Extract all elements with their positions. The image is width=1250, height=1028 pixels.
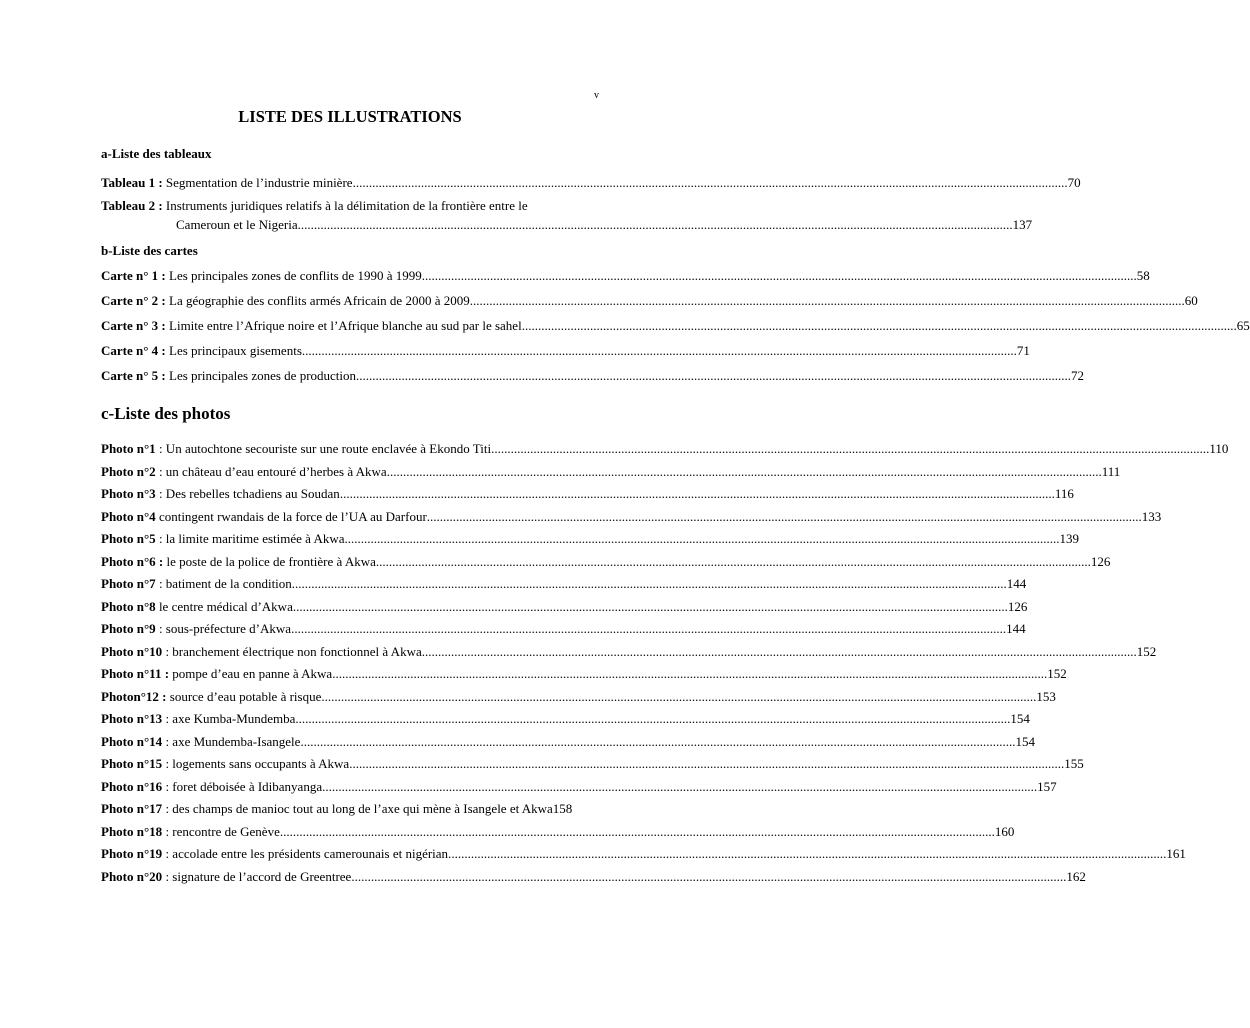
list-item <box>101 642 1157 661</box>
entry-page: 110 <box>1209 441 1229 456</box>
entry-label: Carte n° 2 : <box>101 293 166 308</box>
entry-page: 155 <box>1064 756 1084 771</box>
entry-label: Carte n° 1 : <box>101 268 166 283</box>
entry-label: Photo n°13 <box>101 711 163 726</box>
entry-label: Photo n°1 <box>101 441 156 456</box>
entry-page: 71 <box>1016 343 1030 358</box>
entry-page: 152 <box>1136 643 1157 659</box>
entry-page: 126 <box>1007 598 1028 614</box>
entry-page: 137 <box>1012 217 1033 232</box>
entry-text: Limite entre l’Afrique noire et l’Afrique blanche au sud par le sahel <box>165 318 522 333</box>
entry-label: Photo n°2 <box>101 463 156 479</box>
entry-label: Photo n°3 <box>101 486 156 501</box>
list-item <box>101 822 1015 841</box>
entry-page: 154 <box>1015 733 1035 749</box>
entry-text: La géographie des conflits armés Africain de 2000 à 2009 <box>165 293 470 308</box>
entry-label: Photo n°6 : <box>101 553 164 569</box>
entry-text: : axe Mundemba-Isangele <box>162 733 301 749</box>
list-item <box>101 777 1057 796</box>
entry-page: 144 <box>1006 621 1026 636</box>
entry-label: Photo n°17 <box>101 801 163 816</box>
list-item <box>101 709 1030 728</box>
entry-text: contingent rwandais de la force de l’UA au Darfour <box>155 508 427 524</box>
entry-text: : signature de l’accord de Greentree <box>162 868 352 884</box>
list-item <box>101 173 1081 192</box>
entry-page: 153 <box>1036 688 1056 704</box>
list-item <box>101 799 601 818</box>
entry-text: : foret déboisée à Idibanyanga <box>162 778 323 794</box>
entry-label: Carte n° 4 : <box>101 343 166 358</box>
entry-text: Les principaux gisements <box>165 343 302 358</box>
entry-label: Photo n°19 <box>101 846 163 861</box>
list-item <box>101 316 1250 335</box>
entry-text: Les principales zones de production <box>165 368 357 383</box>
list-item <box>101 196 1033 234</box>
entry-text-continued: Cameroun et le Nigeria <box>176 217 298 232</box>
entry-label: Photo n°15 <box>101 756 163 771</box>
entry-text: Les principales zones de conflits de 1990 à 1999 <box>165 268 422 283</box>
photos-heading: c-Liste des photos <box>101 404 231 423</box>
maps-heading: b-Liste des cartes <box>101 243 198 258</box>
tables-heading: a-Liste des tableaux <box>101 146 212 161</box>
entry-page: 70 <box>1067 175 1081 190</box>
entry-page: 144 <box>1006 576 1027 591</box>
entry-text: : la limite maritime estimée à Akwa <box>155 531 345 546</box>
list-item <box>101 462 1121 481</box>
page-title: LISTE DES ILLUSTRATIONS <box>238 107 462 126</box>
entry-text: : accolade entre les présidents camerounais et nigérian. <box>162 846 452 861</box>
entry-page: 133 <box>1141 508 1162 524</box>
entry-label: Photon°12 : <box>101 688 167 704</box>
entry-text: : branchement électrique non fonctionnel à Akwa <box>162 643 422 659</box>
entry-page: 58 <box>1136 268 1150 283</box>
entry-text: : sous-préfecture d’Akwa <box>155 621 292 636</box>
entry-text: : Un autochtone secouriste sur une route enclavée à Ekondo Titi. <box>155 441 495 456</box>
entry-text: Instruments juridiques relatifs à la délimitation de la frontière entre le <box>162 198 528 213</box>
entry-page: 116 <box>1054 486 1074 501</box>
entry-label: Photo n°14 <box>101 733 163 749</box>
entry-label: Photo n°11 : <box>101 666 170 681</box>
entry-page: 60 <box>1184 293 1198 308</box>
entry-page: 154 <box>1010 711 1030 726</box>
list-item <box>101 687 1056 706</box>
list-item <box>101 552 1111 571</box>
entry-page: 162 <box>1066 868 1086 884</box>
list-item <box>101 619 1026 638</box>
list-item <box>101 341 1030 360</box>
entry-text: le centre médical d’Akwa <box>155 598 293 614</box>
entry-text: : logements sans occupants à Akwa <box>162 756 350 771</box>
entry-text: Segmentation de l’industrie minière <box>162 175 353 190</box>
list-item <box>101 529 1079 548</box>
entry-text: : axe Kumba-Mundemba <box>162 711 296 726</box>
entry-text: : Des rebelles tchadiens au Soudan <box>155 486 340 501</box>
list-item <box>101 732 1035 751</box>
entry-label: Tableau 1 : <box>101 175 163 190</box>
entry-page: 139 <box>1059 531 1079 546</box>
list-item <box>101 266 1150 285</box>
list-item <box>101 366 1085 385</box>
entry-text: : un château d’eau entouré d’herbes à Akwa <box>155 463 387 479</box>
list-item <box>101 597 1028 616</box>
entry-text: : rencontre de Genève <box>162 823 280 839</box>
list-item <box>101 754 1084 773</box>
list-item <box>101 507 1162 526</box>
entry-label: Carte n° 3 : <box>101 318 166 333</box>
entry-page: 111 <box>1101 463 1121 479</box>
entry-page: 126 <box>1090 553 1111 569</box>
list-item <box>101 291 1198 310</box>
page-number: v <box>594 90 599 101</box>
entry-label: Photo n°7 <box>101 576 156 591</box>
list-item <box>101 664 1067 683</box>
entry-label: Photo n°20 <box>101 868 163 884</box>
list-item <box>101 867 1086 886</box>
list-item <box>101 439 1229 458</box>
entry-page: 65 <box>1236 318 1250 333</box>
entry-page: 160 <box>994 823 1015 839</box>
entry-label: Carte n° 5 : <box>101 368 166 383</box>
entry-text: : batiment de la condition <box>155 576 292 591</box>
entry-label: Tableau 2 : <box>101 198 163 213</box>
list-item <box>101 574 1027 593</box>
entry-label: Photo n°18 <box>101 823 163 839</box>
entry-label: Photo n°16 <box>101 778 163 794</box>
list-item <box>101 484 1074 503</box>
entry-text: le poste de la police de frontière à Akwa <box>163 553 376 569</box>
entry-text: : des champs de manioc tout au long de l’axe qui mène à Isangele et Akwa <box>162 801 553 816</box>
entry-page: 152 <box>1047 666 1067 681</box>
entry-page: 158 <box>552 801 573 816</box>
entry-label: Photo n°4 <box>101 508 156 524</box>
entry-label: Photo n°5 <box>101 531 156 546</box>
entry-text: source d’eau potable à risque <box>166 688 322 704</box>
entry-text: pompe d’eau en panne à Akwa <box>169 666 333 681</box>
entry-label: Photo n°8 <box>101 598 156 614</box>
entry-label: Photo n°9 <box>101 621 156 636</box>
entry-page: 161 <box>1166 846 1186 861</box>
entry-label: Photo n°10 <box>101 643 163 659</box>
list-item <box>101 844 1186 863</box>
entry-page: 72 <box>1071 368 1085 383</box>
entry-page: 157 <box>1037 778 1057 794</box>
